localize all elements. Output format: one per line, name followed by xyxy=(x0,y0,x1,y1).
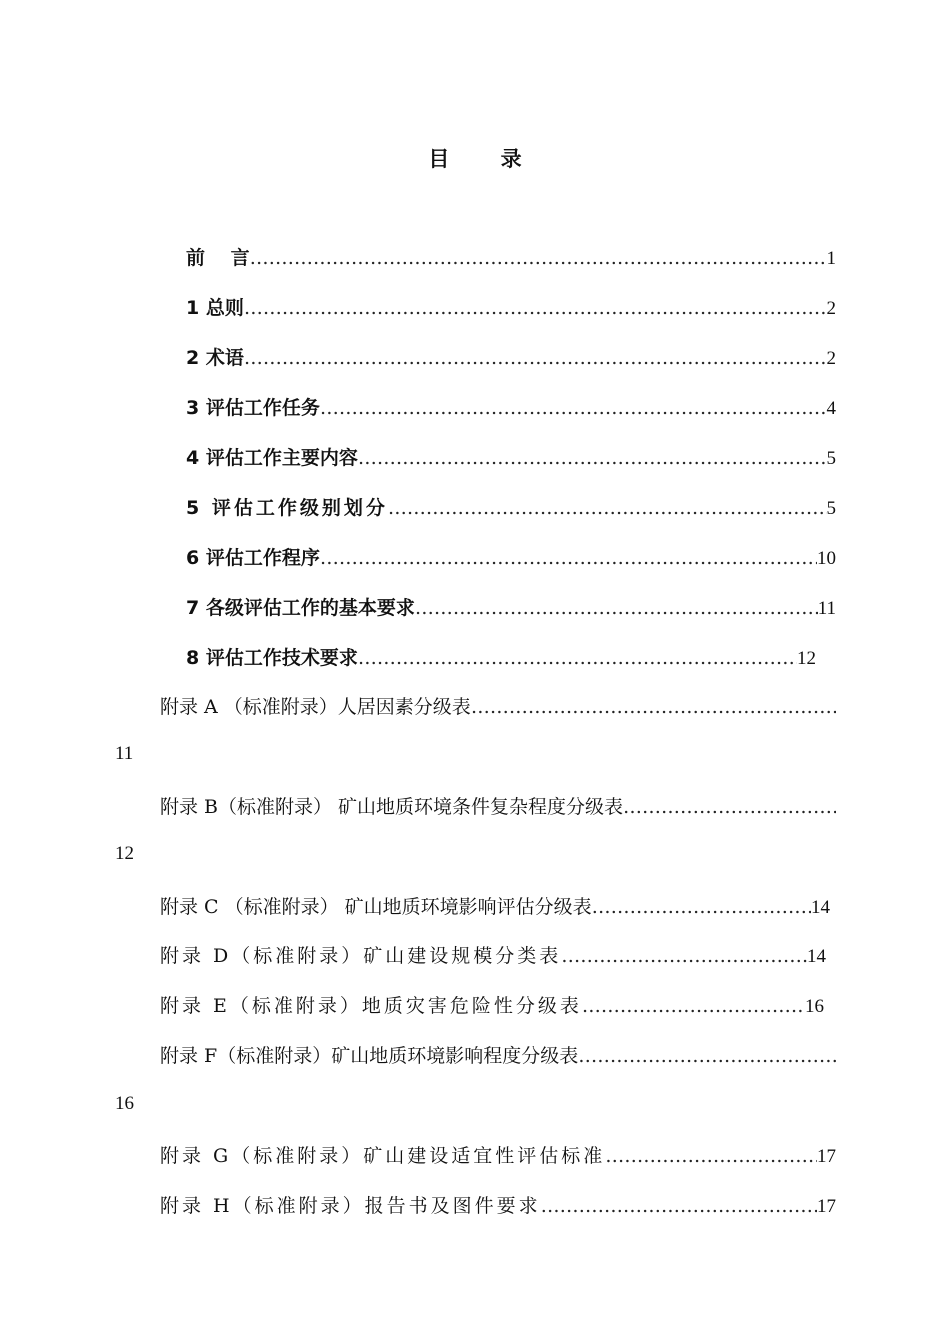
toc-appendix-g[interactable] xyxy=(160,1141,836,1168)
toc-entry-label: 1 总则 xyxy=(186,297,244,319)
dot-leader xyxy=(244,297,827,319)
toc-entry-label: 附录 A （标准附录）人居因素分级表 xyxy=(160,696,471,718)
toc-entry-label: 4 评估工作主要内容 xyxy=(186,447,358,469)
toc-entry-page: 16 xyxy=(115,1093,134,1114)
toc-appendix-d[interactable] xyxy=(160,941,826,968)
toc-entry-page: 5 xyxy=(826,448,836,469)
dot-leader xyxy=(244,347,827,369)
toc-entry-terms[interactable] xyxy=(186,343,836,370)
toc-entry-page: 1 xyxy=(826,248,836,269)
toc-entry-technical-requirements[interactable] xyxy=(186,643,816,670)
dot-leader xyxy=(623,796,836,818)
dot-leader xyxy=(388,497,827,519)
toc-entry-label: 前 言 xyxy=(186,247,250,269)
dot-leader xyxy=(471,696,836,718)
toc-entry-page: 17 xyxy=(817,1196,836,1217)
toc-title: 目 录 xyxy=(428,146,544,171)
toc-entry-page: 17 xyxy=(817,1146,836,1167)
toc-entry-page: 12 xyxy=(797,648,816,669)
dot-leader xyxy=(592,896,811,918)
toc-entry-label: 7 各级评估工作的基本要求 xyxy=(186,597,415,619)
toc-entry-page: 16 xyxy=(805,996,824,1017)
toc-entry-label: 附录 F（标准附录）矿山地质环境影响程度分级表 xyxy=(160,1045,579,1067)
toc-entry-label: 8 评估工作技术要求 xyxy=(186,647,358,669)
toc-entry-procedure[interactable] xyxy=(186,543,836,570)
toc-entry-page: 11 xyxy=(817,598,836,619)
toc-entry-basic-requirements[interactable] xyxy=(186,593,836,620)
toc-appendix-a[interactable] xyxy=(160,692,836,719)
dot-leader xyxy=(582,995,805,1017)
toc-entry-main-content[interactable] xyxy=(186,443,836,470)
toc-entry-page: 4 xyxy=(826,398,836,419)
toc-entry-label: 附录 D（标准附录）矿山建设规模分类表 xyxy=(160,945,562,967)
toc-entry-page: 11 xyxy=(115,743,134,764)
toc-appendix-f[interactable] xyxy=(160,1041,836,1068)
toc-entry-levels[interactable] xyxy=(186,493,836,520)
toc-entry-label: 附录 C （标准附录） 矿山地质环境影响评估分级表 xyxy=(160,896,592,918)
toc-appendix-c[interactable] xyxy=(160,892,830,919)
dot-leader xyxy=(605,1145,817,1167)
toc-entry-page: 2 xyxy=(826,298,836,319)
toc-entry-page: 2 xyxy=(826,348,836,369)
toc-entry-label: 6 评估工作程序 xyxy=(186,547,320,569)
dot-leader xyxy=(578,1045,836,1067)
toc-entry-label: 2 术语 xyxy=(186,347,244,369)
toc-appendix-h[interactable] xyxy=(160,1191,836,1218)
toc-entry-page: 14 xyxy=(811,897,830,918)
toc-entry-label: 5 评估工作级别划分 xyxy=(186,497,388,519)
dot-leader xyxy=(358,447,827,469)
dot-leader xyxy=(358,647,797,669)
dot-leader xyxy=(541,1195,817,1217)
toc-entry-label: 3 评估工作任务 xyxy=(186,397,320,419)
toc-appendix-e[interactable] xyxy=(160,991,824,1018)
toc-appendix-b[interactable] xyxy=(160,792,836,819)
toc-entry-label: 附录 H（标准附录）报告书及图件要求 xyxy=(160,1195,541,1217)
toc-entry-page: 5 xyxy=(826,498,836,519)
toc-entry-label: 附录 E（标准附录）地质灾害危险性分级表 xyxy=(160,995,582,1017)
dot-leader xyxy=(561,945,807,967)
toc-entry-general[interactable] xyxy=(186,293,836,320)
toc-entry-label: 附录 G（标准附录）矿山建设适宜性评估标准 xyxy=(160,1145,606,1167)
toc-entry-page: 10 xyxy=(817,548,836,569)
toc-entry-page: 12 xyxy=(115,843,134,864)
toc-entry-label: 附录 B（标准附录） 矿山地质环境条件复杂程度分级表 xyxy=(160,796,624,818)
dot-leader xyxy=(415,597,818,619)
toc-entry-page: 14 xyxy=(807,946,826,967)
toc-entry-preface[interactable] xyxy=(186,243,836,270)
toc-entry-tasks[interactable] xyxy=(186,393,836,420)
dot-leader xyxy=(320,547,817,569)
dot-leader xyxy=(320,397,827,419)
dot-leader xyxy=(250,247,827,269)
